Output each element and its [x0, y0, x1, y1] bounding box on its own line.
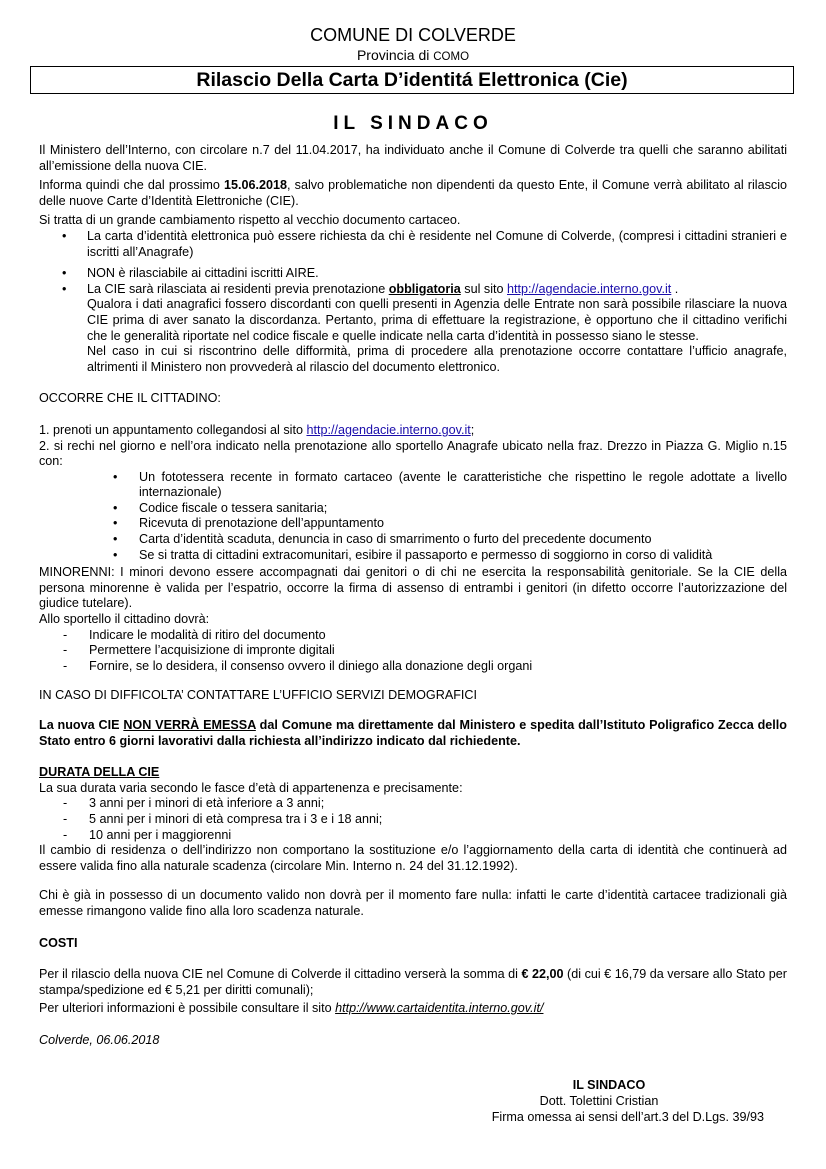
durata-item: - 5 anni per i minori di età compresa tra i 3 e i 18 anni; — [39, 812, 787, 828]
costi-amount: € 22,00 — [521, 967, 564, 982]
intro-p2-text-b: , salvo problematiche non dipendenti da questo Ente, il Comune verrà abilitato al rilascio delle nuove Carte d’Identità Elettroniche (CIE). — [39, 178, 787, 208]
bullet-text: sul sito — [460, 281, 507, 296]
durata-intro: La sua durata varia secondo le fasce d’età di appartenenza e precisamente: — [39, 780, 463, 795]
non-verra-emessa-text: NON VERRÀ EMESSA — [123, 718, 256, 732]
intro-paragraph-2 — [39, 178, 787, 209]
document-item: • Un fototessera recente in formato cartaceo (avente le caratteristiche che rispettino le regole adottate a livello internazionale) — [39, 470, 787, 501]
bullet-item — [39, 282, 787, 376]
provincia-label: Provincia di — [356, 47, 430, 63]
emissione-text-a: La nuova CIE — [39, 718, 124, 732]
sindaco-heading: IL SINDACO — [333, 113, 493, 134]
provincia-line — [0, 47, 826, 66]
document-item: • Codice fiscale o tessera sanitaria; — [39, 501, 787, 517]
agendacie-link[interactable]: http://agendacie.interno.gov.it — [507, 281, 672, 296]
document-item: • Ricevuta di prenotazione dell’appuntamento — [39, 516, 787, 532]
emissione-notice — [39, 718, 787, 749]
sportello-item: - Indicare le modalità di ritiro del documento — [39, 628, 787, 644]
documento-valido-paragraph: Chi è già in possesso di un documento valido non dovrà per il momento fare nulla: infatti le carte d’identità cartacee tradizionali già emesse rimangono valide fino alla loro scadenza naturale. — [39, 888, 787, 918]
signature-title: IL SINDACO — [572, 1078, 646, 1092]
document-body — [39, 143, 787, 1049]
intro-paragraph-3: Si tratta di un grande cambiamento rispetto al vecchio documento cartaceo. — [39, 213, 461, 228]
bullet-paragraph-difformita: Nel caso in cui si riscontrino delle difformità, prima di procedere alla prenotazione occorre contattare l’ufficio anagrafe, altrimenti il Ministero non provvederà al rilascio del documento elettronico. — [87, 344, 787, 374]
cambio-residenza-paragraph: Il cambio di residenza o dell’indirizzo non comportano la sostituzione e/o l’aggiornamento della carta di identità che continuerà ad essere valida fino alla naturale scadenza (circolare Min. Interno n. 24 del 31.12.1992). — [39, 843, 787, 873]
info-text: Per ulteriori informazioni è possibile consultare il sito — [39, 1001, 336, 1016]
comune-heading: COMUNE DI COLVERDE — [310, 25, 516, 45]
info-paragraph — [39, 1001, 787, 1017]
emissione-text-b: dal Comune ma direttamente dal Ministero e spedita dall’Istituto Poligrafico Zecca dello Stato entro 6 giorni lavorativi dalla richiesta all’indirizzo indicato dal richiedente. — [39, 718, 787, 748]
costi-heading: COSTI — [39, 935, 78, 950]
obbligatoria-text: obbligatoria — [388, 281, 461, 296]
bullet-paragraph-discordanza: Qualora i dati anagrafici fossero discordanti con quelli presenti in Agenzia delle Entrate non sarà possibile rilasciare la nuova CIE prima di aver sanato la discordanza. Pertanto, prima di effettuare la registrazione, è opportuno che il cittadino verifichi che le generalità riportate nel codice fiscale e quelle indicate nella carta d’identità in possesso siano le stesse. — [87, 297, 787, 343]
place-date: Colverde, 06.06.2018 — [39, 1032, 160, 1047]
sportello-item: - Fornire, se lo desidera, il consenso ovvero il diniego alla donazione degli organi — [39, 659, 787, 675]
occorre-step-2: 2. si rechi nel giorno e nell’ora indicato nella prenotazione allo sportello Anagrafe ubicato nella fraz. Drezzo in Piazza G. Miglio n.15 con: — [39, 438, 787, 469]
signature-block — [434, 1077, 764, 1125]
costi-text-a: Per il rilascio della nuova CIE nel Comune di Colverde il cittadino verserà la somma di — [39, 967, 522, 982]
occorre-step-1 — [39, 423, 787, 439]
provincia-value: COMO — [433, 51, 470, 63]
sportello-item: - Permettere l’acquisizione di impronte digitali — [39, 643, 787, 659]
intro-p2-text-a: Informa quindi che dal prossimo — [39, 178, 225, 193]
cartaidentita-link[interactable]: http://www.cartaidentita.interno.gov.it/ — [335, 1001, 544, 1016]
occorre-heading: OCCORRE CHE IL CITTADINO: — [39, 391, 221, 406]
costi-paragraph — [39, 967, 787, 998]
step-1-punct: ; — [470, 422, 475, 437]
bullet-item: • La carta d’identità elettronica può essere richiesta da chi è residente nel Comune di Colverde, (compresi i cittadini stranieri e iscritti all’Anagrafe) — [39, 229, 787, 260]
minorenni-paragraph: MINORENNI: I minori devono essere accompagnati dai genitori o di chi ne esercita la responsabilità genitoriale. Se la CIE della persona minorenne è valida per l’espatrio, occorre la firma di assenso di entrambi i genitori (in difetto occorre l’autorizzazione del giudice tutelare). — [39, 565, 787, 611]
difficolta-notice: IN CASO DI DIFFICOLTA’ CONTATTARE L’UFFICIO SERVIZI DEMOGRAFICI — [39, 688, 478, 703]
intro-p2-date: 15.06.2018 — [224, 178, 288, 193]
durata-item: - 3 anni per i minori di età inferiore a 3 anni; — [39, 796, 787, 812]
bullet-item: • NON è rilasciabile ai cittadini iscritti AIRE. — [39, 266, 787, 282]
document-item: • Carta d’identità scaduta, denuncia in caso di smarrimento o furto del precedente documento — [39, 532, 787, 548]
costi-text-b: (di cui € 16,79 da versare allo Stato per stampa/spedizione ed € 5,21 per diritti comunali); — [39, 967, 787, 997]
durata-item: - 10 anni per i maggiorenni — [39, 828, 787, 844]
intro-paragraph-1: Il Ministero dell’Interno, con circolare n.7 del 11.04.2017, ha individuato anche il Comune di Colverde tra quelli che saranno abilitati all’emissione della nuova CIE. — [39, 143, 787, 173]
agendacie-link[interactable]: http://agendacie.interno.gov.it — [306, 422, 471, 437]
durata-heading: DURATA DELLA CIE — [39, 765, 160, 780]
document-item: • Se si tratta di cittadini extracomunitari, esibire il passaporto e permesso di soggiorno in corso di validità — [39, 548, 787, 564]
step-1-text: 1. prenoti un appuntamento collegandosi al sito — [39, 422, 307, 437]
bullet-text: La CIE sarà rilasciata ai residenti previa prenotazione — [87, 281, 389, 296]
document-title: Rilascio Della Carta D’identitá Elettronica (Cie) — [30, 66, 794, 94]
sportello-heading: Allo sportello il cittadino dovrà: — [39, 612, 210, 627]
signature-note: Firma omessa ai sensi dell’art.3 del D.Lgs. 39/93 — [491, 1110, 764, 1124]
signature-name: Dott. Tolettini Cristian — [539, 1094, 659, 1108]
bullet-text: . — [671, 281, 679, 296]
